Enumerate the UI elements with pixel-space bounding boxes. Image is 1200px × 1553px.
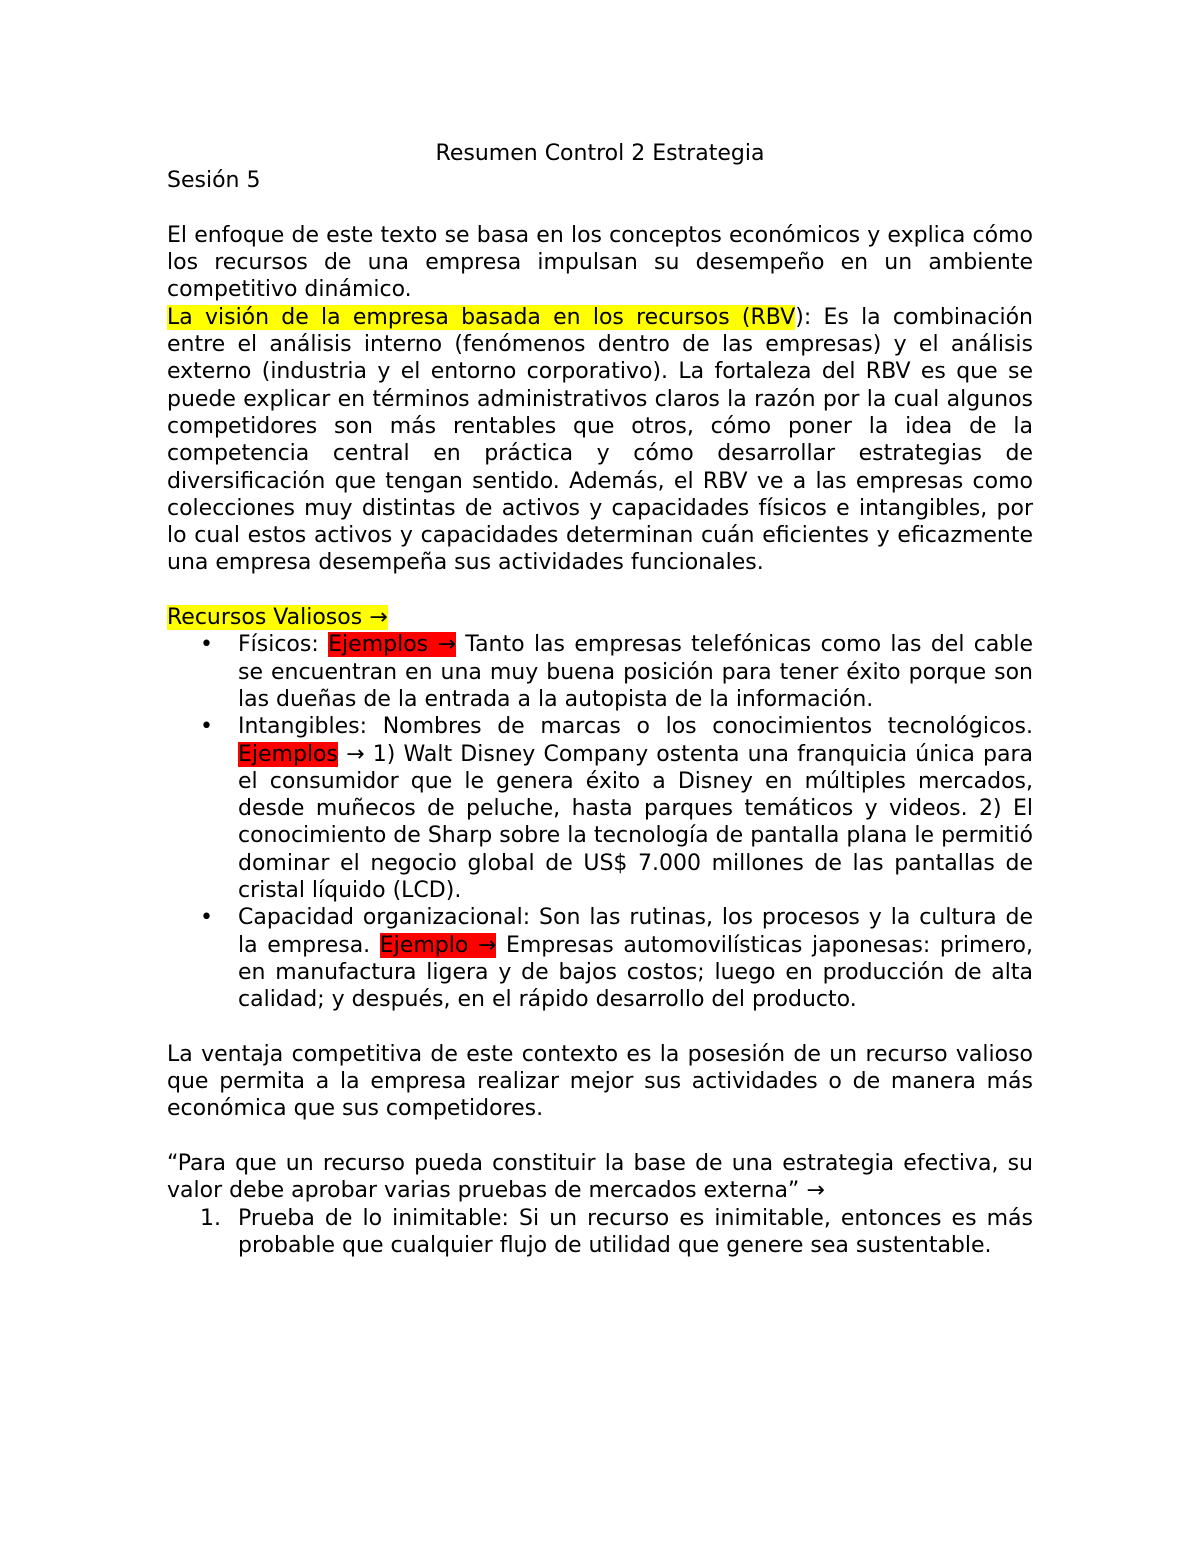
example-tag-text: Ejemplos <box>328 632 438 658</box>
item-number: 1. <box>200 1205 221 1231</box>
intro-text: El enfoque de este texto se basa en los conceptos económicos y explica cómo los recursos de una empresa impulsan su desempeño en un ambiente competitivo dinámico. <box>167 222 1033 303</box>
spacer <box>167 195 1033 222</box>
bullet-icon: • <box>200 905 213 931</box>
example-tag <box>238 742 338 767</box>
rbv-highlight: La visión de la empresa basada en los recursos (RBV <box>167 304 796 330</box>
valuable-heading <box>167 604 1033 631</box>
example-tag <box>380 933 497 958</box>
item-text: Tanto las empresas telefónicas como las del cable se encuentran en una muy buena posición para tener éxito porque son las dueñas de la entrada a la autopista de la información. <box>238 632 1034 712</box>
document-page <box>167 140 1033 1259</box>
list-item <box>167 713 1033 904</box>
list-item <box>167 1205 1033 1260</box>
bullet-icon: • <box>200 714 213 740</box>
item-text: Prueba de lo inimitable: Si un recurso es inimitable, entonces es más probable que cualquier flujo de utilidad que genere sea sustentable. <box>238 1205 1033 1258</box>
rbv-text: ): Es la combinación entre el análisis interno (fenómenos dentro de las empresas) y el análisis externo (industria y el entorno corporativo). La fortaleza del RBV es que se puede explicar en términos administrativos claros la razón por la cual algunos competidores son más rentables que otros, cómo poner la idea de la competencia central en práctica y cómo desarrollar estrategias de diversificación que tengan sentido. Además, el RBV ve a las empresas como colecciones muy distintas de activos y capacidades físicos e intangibles, por lo cual estos activos y capacidades determinan cuán eficientes y eficazmente una empresa desempeña sus actividades funcionales. <box>167 304 1033 576</box>
arrow-right-icon: → <box>477 932 497 958</box>
spacer <box>167 1123 1033 1150</box>
item-lead: Físicos: <box>238 632 329 658</box>
list-item <box>167 631 1033 713</box>
item-text: → 1) Walt Disney Company ostenta una franquicia única para el consumidor que le genera éxito a Disney en múltiples mercados, desde muñecos de peluche, hasta parques temáticos y videos. 2) El conocimiento de Sharp sobre la tecnología de pantalla plana le permitió dominar el negocio global de US$ 7.000 millones de las pantallas de cristal líquido (LCD). <box>238 741 1033 904</box>
session-heading: Sesión 5 <box>167 168 261 194</box>
advantage-paragraph: La ventaja competitiva de este contexto es la posesión de un recurso valioso que permita a la empresa realizar mejor sus actividades o de manera más económica que sus competidores. <box>167 1041 1033 1122</box>
document-title: Resumen Control 2 Estrategia <box>435 141 765 166</box>
quote-paragraph: “Para que un recurso pueda constituir la base de una estrategia efectiva, su valor debe aprobar varias pruebas de mercados externa” → <box>167 1150 1033 1204</box>
item-lead: Intangibles: Nombres de marcas o los conocimientos tecnológicos. <box>238 714 1033 740</box>
tests-list <box>167 1205 1033 1260</box>
arrow-right-icon: → <box>437 632 456 658</box>
example-tag-text: Ejemplos <box>238 741 338 767</box>
list-item <box>167 904 1033 1013</box>
valuable-heading-text: Recursos Valiosos <box>167 605 370 631</box>
spacer <box>167 1014 1033 1041</box>
valuable-heading-highlight <box>167 605 388 630</box>
valuable-resources-list <box>167 631 1033 1013</box>
example-tag-text: Ejemplo <box>379 932 478 958</box>
example-tag <box>328 632 456 657</box>
item-text: Empresas automovilísticas japonesas: primero, en manufactura ligera y de bajos costos; luego en producción de alta calidad; y después, en el rápido desarrollo del producto. <box>238 932 1033 1013</box>
arrow-right-icon: → <box>369 605 388 631</box>
bullet-icon: • <box>200 632 213 658</box>
spacer <box>167 577 1033 604</box>
intro-paragraph <box>167 222 1033 577</box>
item-lead: Capacidad organizacional: Son las rutinas, los procesos y la cultura de la empresa. <box>238 905 1033 958</box>
